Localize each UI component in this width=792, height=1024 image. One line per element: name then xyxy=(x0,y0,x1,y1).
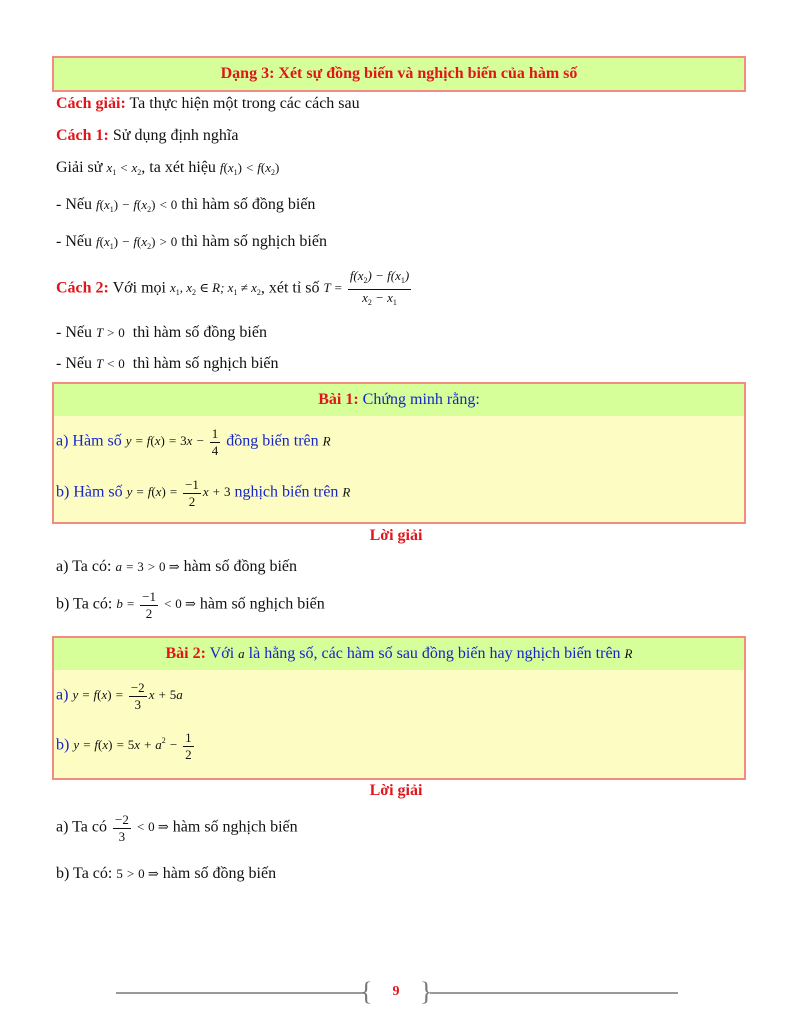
if-prefix: - Nếu xyxy=(56,324,92,341)
solution1-a xyxy=(56,558,297,576)
exercise1-a-prefix: a) Hàm số xyxy=(56,432,122,450)
exercise2-a-label: a) xyxy=(56,686,69,704)
way1-text: Sử dụng định nghĩa xyxy=(112,127,239,144)
solution1-a-prefix: a) Ta có: xyxy=(56,558,112,575)
way2-line xyxy=(56,268,413,311)
assume-prefix: Giải sử xyxy=(56,159,103,176)
formula-sol2-a: $\frac{-2}{3}$ < 0 ⇒ xyxy=(115,812,169,844)
section-title: Dạng 3: Xét sự đồng biến và nghịch biến của hàm số xyxy=(220,65,578,82)
formula-diff-pos: $f(x_1) - f(x_2) > 0$ xyxy=(95,234,178,251)
solution2-b-suffix: hàm số đồng biến xyxy=(162,865,277,882)
set-R: R xyxy=(342,484,351,500)
exercise1-b-prefix: b) Hàm số xyxy=(56,483,123,501)
formula-ex2-a: y = f(x) = $\frac{-2}{3}$ x + 5a xyxy=(72,680,183,712)
exercise1-a xyxy=(56,426,331,459)
assume-mid: , ta xét hiệu xyxy=(141,159,216,176)
page-number: 9 xyxy=(392,984,400,999)
solution2-a xyxy=(56,812,298,845)
if-prefix: - Nếu xyxy=(56,355,92,372)
way2-mid: , xét tỉ số xyxy=(260,279,320,297)
solution2-b-prefix: b) Ta có: xyxy=(56,865,113,882)
exercise1-label: Bài 1: xyxy=(318,391,359,408)
formula-f-compare: $f(x_1) < f(x_2)$ xyxy=(219,160,280,177)
formula-T-neg: T < 0 xyxy=(95,356,125,371)
way2-prefix: Với mọi xyxy=(112,279,166,297)
way2-inc-text: thì hàm số đồng biến xyxy=(132,324,267,341)
footer-bracket-right: } xyxy=(420,977,433,1006)
solution2-heading: Lời giải xyxy=(369,782,423,799)
solution2-a-suffix: hàm số nghịch biến xyxy=(172,818,298,836)
footer-rule-right xyxy=(430,992,678,994)
way2-label: Cách 2: xyxy=(56,279,109,297)
exercise2-box xyxy=(52,636,746,780)
formula-sol2-b: 5 > 0 ⇒ xyxy=(116,866,159,881)
exercise2-b xyxy=(56,730,196,763)
solution2-b xyxy=(56,865,276,883)
exercise1-b xyxy=(56,477,350,510)
section-title-box xyxy=(52,56,746,92)
exercise1-a-suffix: đồng biến trên xyxy=(226,432,319,450)
constant-a: a xyxy=(238,646,245,661)
formula-ex2-b: $y = f(x) = 5x + a^2$ − $\frac{1}{2}$ xyxy=(73,730,192,762)
way1-case-inc xyxy=(56,196,315,214)
exercise1-box xyxy=(52,382,746,524)
formula-ratio-T: T = $\frac{f(x_2) - f(x_1)}{x_2 - x_1}$ xyxy=(323,268,410,307)
formula-sol1-a: a = 3 > 0 ⇒ xyxy=(115,559,180,574)
exercise2-title-suffix: là hằng số, các hàm số sau đồng biến hay nghịch biến trên xyxy=(248,645,621,662)
footer-bracket-left: { xyxy=(360,977,373,1006)
footer-rule-left xyxy=(116,992,364,994)
way2-dec-text: thì hàm số nghịch biến xyxy=(132,355,279,372)
exercise2-label: Bài 2: xyxy=(165,645,206,662)
exercise1-b-suffix: nghịch biến trên xyxy=(234,483,339,501)
exercise2-title-prefix: Với xyxy=(209,645,235,662)
if-prefix: - Nếu xyxy=(56,233,92,250)
way2-case-inc xyxy=(56,324,267,342)
formula-x1-lt-x2: $x_1 < x_2$ xyxy=(106,160,142,177)
set-R: R xyxy=(624,646,633,661)
way1-label: Cách 1: xyxy=(56,127,109,144)
formula-x1-x2-set: $x_1$, $x_2$ ∈ R; $x_1 \ne x_2$ xyxy=(169,280,261,298)
solution1-b xyxy=(56,589,325,622)
way1-line xyxy=(56,127,238,145)
formula-ex1-a: y = f(x) = 3x − $\frac{1}{4}$ xyxy=(125,426,219,458)
solution1-b-suffix: hàm số nghịch biến xyxy=(199,595,325,613)
method-text: Ta thực hiện một trong các cách sau xyxy=(129,95,360,112)
formula-ex1-b: y = f(x) = $\frac{-1}{2}$ x + 3 xyxy=(126,477,231,509)
set-R: R xyxy=(322,433,331,449)
way1-case-dec xyxy=(56,233,327,251)
method-line xyxy=(56,95,360,113)
solution1-b-prefix: b) Ta có: xyxy=(56,595,113,613)
formula-diff-neg: $f(x_1) - f(x_2) < 0$ xyxy=(95,197,178,214)
exercise2-a xyxy=(56,680,183,713)
exercise1-header xyxy=(54,384,744,416)
solution1-heading: Lời giải xyxy=(369,527,423,544)
exercise2-header xyxy=(54,638,744,670)
if-prefix: - Nếu xyxy=(56,196,92,213)
formula-sol1-b: b = $\frac{-1}{2}$ < 0 ⇒ xyxy=(116,589,196,621)
exercise2-b-label: b) xyxy=(56,736,70,754)
way1-assume xyxy=(56,159,279,177)
method-label: Cách giải: xyxy=(56,95,126,112)
formula-T-pos: T > 0 xyxy=(95,325,125,340)
case-inc-text: thì hàm số đồng biến xyxy=(181,196,316,213)
case-dec-text: thì hàm số nghịch biến xyxy=(181,233,327,250)
solution2-a-prefix: a) Ta có xyxy=(56,818,107,836)
way2-case-dec xyxy=(56,355,279,373)
solution1-a-suffix: hàm số đồng biến xyxy=(183,558,297,575)
exercise1-title: Chứng minh rằng: xyxy=(362,391,480,408)
